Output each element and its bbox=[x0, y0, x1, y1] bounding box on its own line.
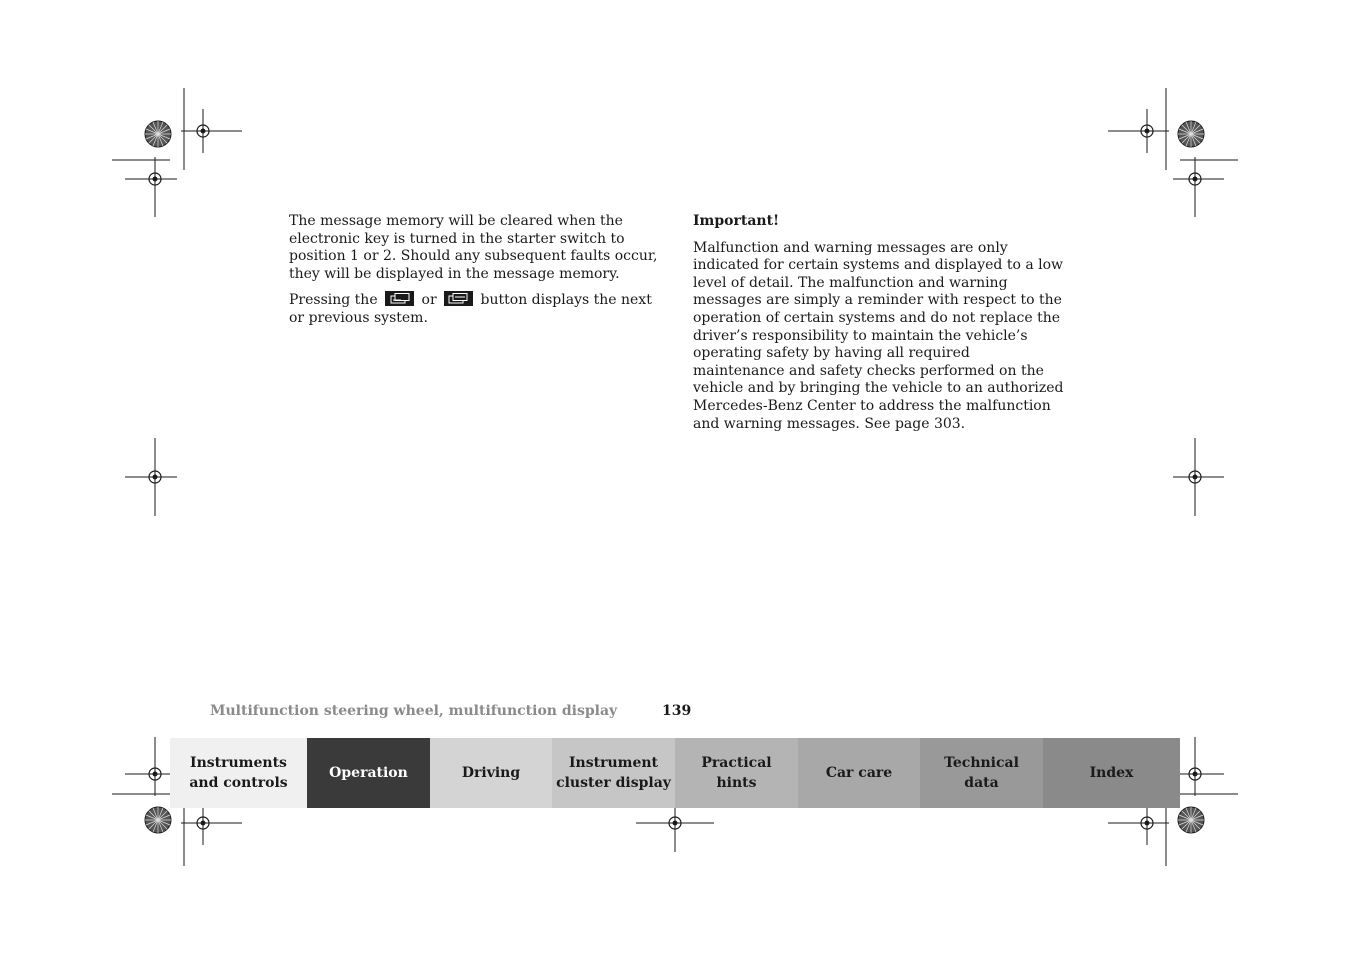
tab-technical-data[interactable] bbox=[920, 738, 1043, 808]
message-memory-paragraph: The message memory will be cleared when the electronic key is turned in the starter switch to position 1 or 2. Should any subsequent faults occur, they will be displayed in the message memory. bbox=[289, 213, 658, 282]
section-title: Multifunction steering wheel, multifunction display bbox=[210, 703, 618, 719]
button-displays-text: button displays the next or previous system. bbox=[289, 292, 652, 326]
important-heading: Important! bbox=[693, 213, 780, 229]
left-text-column bbox=[289, 213, 659, 336]
navigation-paragraph bbox=[289, 291, 659, 327]
tab-operation[interactable] bbox=[307, 738, 430, 808]
next-system-button-icon bbox=[385, 291, 414, 306]
tab-label: Technical data bbox=[944, 755, 1019, 791]
tab-label: Car care bbox=[825, 765, 893, 781]
page-number: 139 bbox=[662, 703, 692, 719]
pressing-the-text: Pressing the bbox=[289, 292, 378, 309]
tab-label: Operation bbox=[329, 765, 408, 781]
tab-driving[interactable] bbox=[430, 738, 552, 808]
tab-car-care[interactable] bbox=[798, 738, 920, 808]
tab-label: Index bbox=[1089, 765, 1134, 781]
tab-label: Driving bbox=[461, 765, 521, 781]
tab-index[interactable] bbox=[1043, 738, 1180, 808]
or-text: or bbox=[421, 292, 437, 309]
important-note-paragraph: Malfunction and warning messages are only indicated for certain systems and displayed to a low level of detail. The malfunction and warning messages are simply a reminder with respect to the operation of certain systems and do not replace the driver’s responsibility to maintain the vehicle’s operating safety by having all required maintenance and safety checks performed on the vehicle and by bringing the vehicle to an authorized Mercedes-Benz Center to address the malfunction and warning messages. See page 303. bbox=[693, 239, 1064, 432]
previous-system-button-icon bbox=[444, 291, 473, 306]
right-text-column bbox=[693, 213, 1065, 441]
tab-instruments-and-controls[interactable] bbox=[170, 738, 307, 808]
tab-label: Instruments and controls bbox=[189, 755, 288, 791]
chapter-tab-bar bbox=[170, 738, 1180, 808]
tab-label: Practical hints bbox=[701, 755, 772, 791]
tab-practical-hints[interactable] bbox=[675, 738, 798, 808]
tab-instrument-cluster-display[interactable] bbox=[552, 738, 675, 808]
tab-label: Instrument cluster display bbox=[556, 755, 671, 791]
